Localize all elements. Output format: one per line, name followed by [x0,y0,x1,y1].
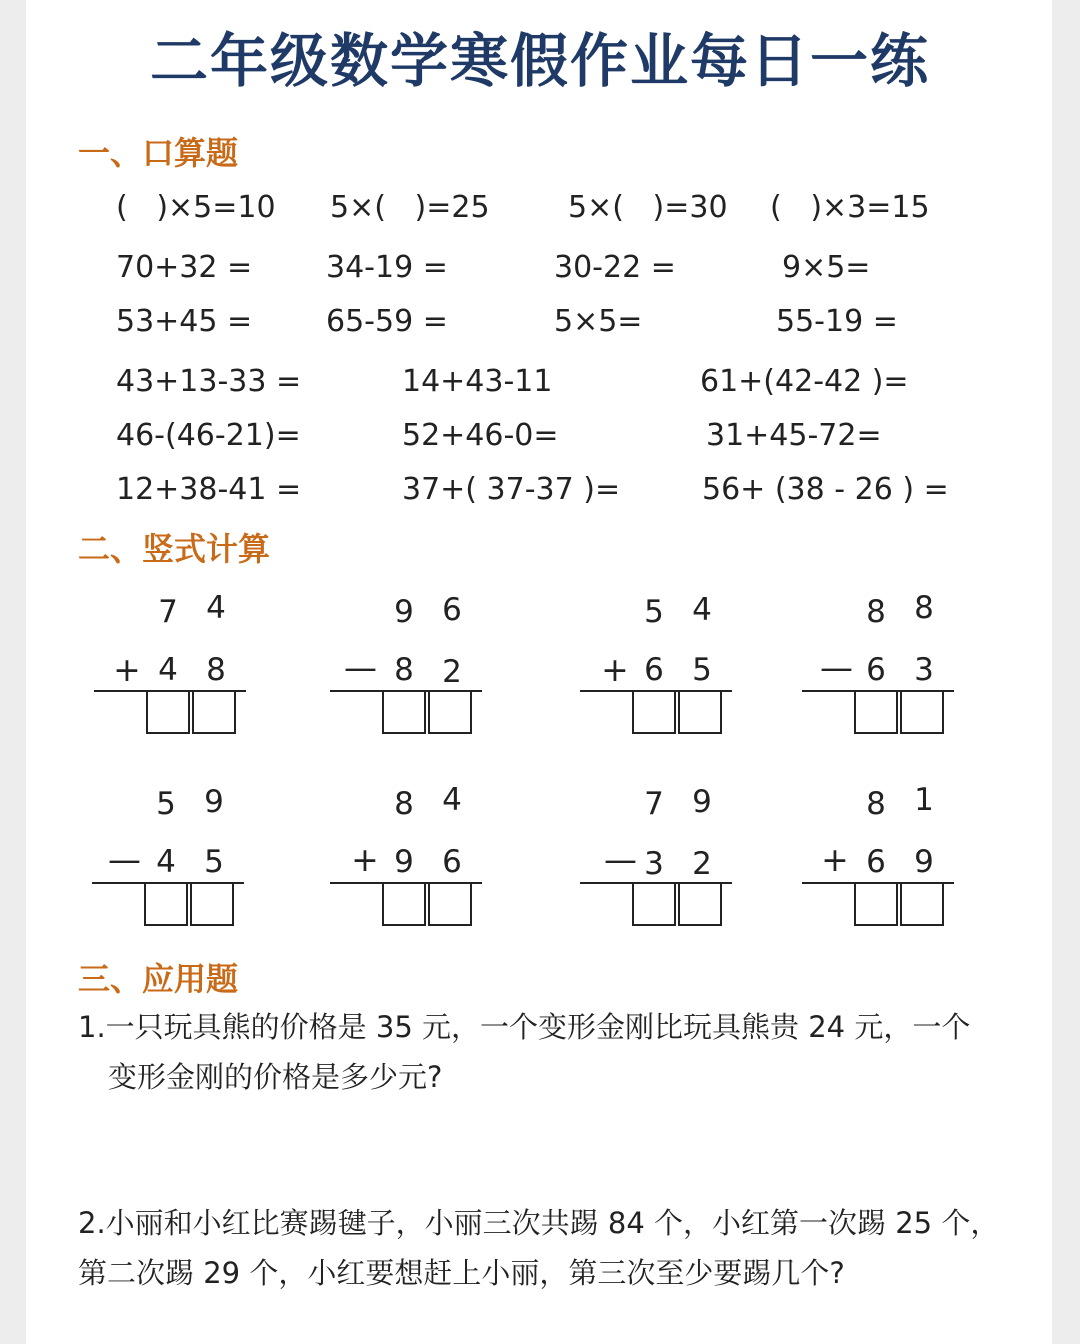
bottom-ones-digit: 8 [206,652,226,688]
operator-sign: — [604,840,637,879]
answer-box-tens[interactable] [382,690,426,734]
answer-box-ones[interactable] [428,882,472,926]
operator-sign: + [601,650,629,689]
top-tens-digit: 8 [394,786,414,822]
answer-box-tens[interactable] [146,690,190,734]
bottom-ones-digit: 5 [692,652,712,688]
equation: 70+32 = [116,250,253,285]
equation: 43+13-33 = [116,364,302,399]
answer-box-ones[interactable] [900,690,944,734]
equation: 12+38-41 = [116,472,302,507]
top-ones-digit: 1 [914,782,934,818]
word-problem-line: 第二次踢 29 个，小红要想赶上小丽，第三次至少要踢几个? [78,1256,845,1290]
equation: 52+46-0= [402,418,559,453]
operator-sign: — [820,648,853,687]
answer-box-tens[interactable] [854,882,898,926]
word-problem [78,1002,970,1102]
bottom-tens-digit: 3 [644,846,664,882]
vertical-calc-problem [802,590,962,740]
word-problem-line: 1.一只玩具熊的价格是 35 元，一个变形金刚比玩具熊贵 24 元，一个 [78,1010,971,1044]
operator-sign: + [821,840,849,879]
equation: 37+( 37-37 )= [402,472,621,507]
section-heading-word-problems: 三、应用题 [78,960,239,998]
answer-box-ones[interactable] [192,690,236,734]
top-tens-digit: 7 [158,594,178,630]
bottom-ones-digit: 5 [204,844,224,880]
vertical-calc-problem [330,782,490,932]
page-title: 二年级数学寒假作业每日一练 [149,27,930,95]
equation: ( )×3=15 [770,190,930,225]
bottom-tens-digit: 4 [156,844,176,880]
answer-box-ones[interactable] [428,690,472,734]
top-tens-digit: 9 [394,594,414,630]
answer-box-tens[interactable] [854,690,898,734]
top-ones-digit: 4 [692,592,712,628]
top-tens-digit: 8 [866,594,886,630]
word-problem [78,1198,999,1298]
equation: 31+45-72= [706,418,882,453]
top-ones-digit: 6 [442,592,462,628]
top-tens-digit: 7 [644,786,664,822]
operator-sign: — [344,648,377,687]
bottom-ones-digit: 2 [442,654,462,690]
answer-box-tens[interactable] [144,882,188,926]
top-tens-digit: 8 [866,786,886,822]
top-ones-digit: 8 [914,590,934,626]
bottom-ones-digit: 6 [442,844,462,880]
vertical-calc-problem [94,590,254,740]
equation: 61+(42-42 )= [700,364,909,399]
bottom-tens-digit: 8 [394,652,414,688]
equation: 9×5= [782,250,871,285]
equation: 5×( )=25 [330,190,490,225]
equation: 5×5= [554,304,643,339]
equation: 65-59 = [326,304,448,339]
equation: 56+ (38 - 26 ) = [702,472,949,507]
vertical-calc-problem [92,782,252,932]
answer-box-tens[interactable] [632,882,676,926]
equation: 46-(46-21)= [116,418,301,453]
top-tens-digit: 5 [156,786,176,822]
equation: 55-19 = [776,304,898,339]
top-tens-digit: 5 [644,594,664,630]
answer-box-tens[interactable] [632,690,676,734]
answer-box-ones[interactable] [190,882,234,926]
equation: 14+43-11 [402,364,553,399]
operator-sign: + [113,650,141,689]
answer-box-tens[interactable] [382,882,426,926]
operator-sign: — [108,840,141,879]
vertical-calc-problem [330,590,490,740]
top-ones-digit: 9 [204,784,224,820]
vertical-calc-problem [802,782,962,932]
top-ones-digit: 9 [692,784,712,820]
bottom-tens-digit: 6 [866,652,886,688]
answer-box-ones[interactable] [678,690,722,734]
answer-box-ones[interactable] [900,882,944,926]
bottom-ones-digit: 3 [914,652,934,688]
operator-sign: + [351,840,379,879]
bottom-tens-digit: 6 [866,844,886,880]
vertical-calc-problem [580,590,740,740]
bottom-tens-digit: 4 [158,652,178,688]
top-ones-digit: 4 [206,590,226,626]
answer-box-ones[interactable] [678,882,722,926]
section-heading-mental-math: 一、口算题 [78,134,239,172]
word-problem-line: 2.小丽和小红比赛踢毽子，小丽三次共踢 84 个，小红第一次踢 25 个， [78,1206,1000,1240]
vertical-calc-problem [580,782,740,932]
bottom-ones-digit: 9 [914,844,934,880]
bottom-ones-digit: 2 [692,846,712,882]
top-ones-digit: 4 [442,782,462,818]
bottom-tens-digit: 6 [644,652,664,688]
bottom-tens-digit: 9 [394,844,414,880]
equation: ( )×5=10 [116,190,276,225]
equation: 34-19 = [326,250,448,285]
equation: 5×( )=30 [568,190,728,225]
equation: 53+45 = [116,304,253,339]
equation: 30-22 = [554,250,676,285]
section-heading-vertical-calc: 二、竖式计算 [78,530,271,568]
word-problem-line: 变形金刚的价格是多少元? [108,1060,443,1094]
